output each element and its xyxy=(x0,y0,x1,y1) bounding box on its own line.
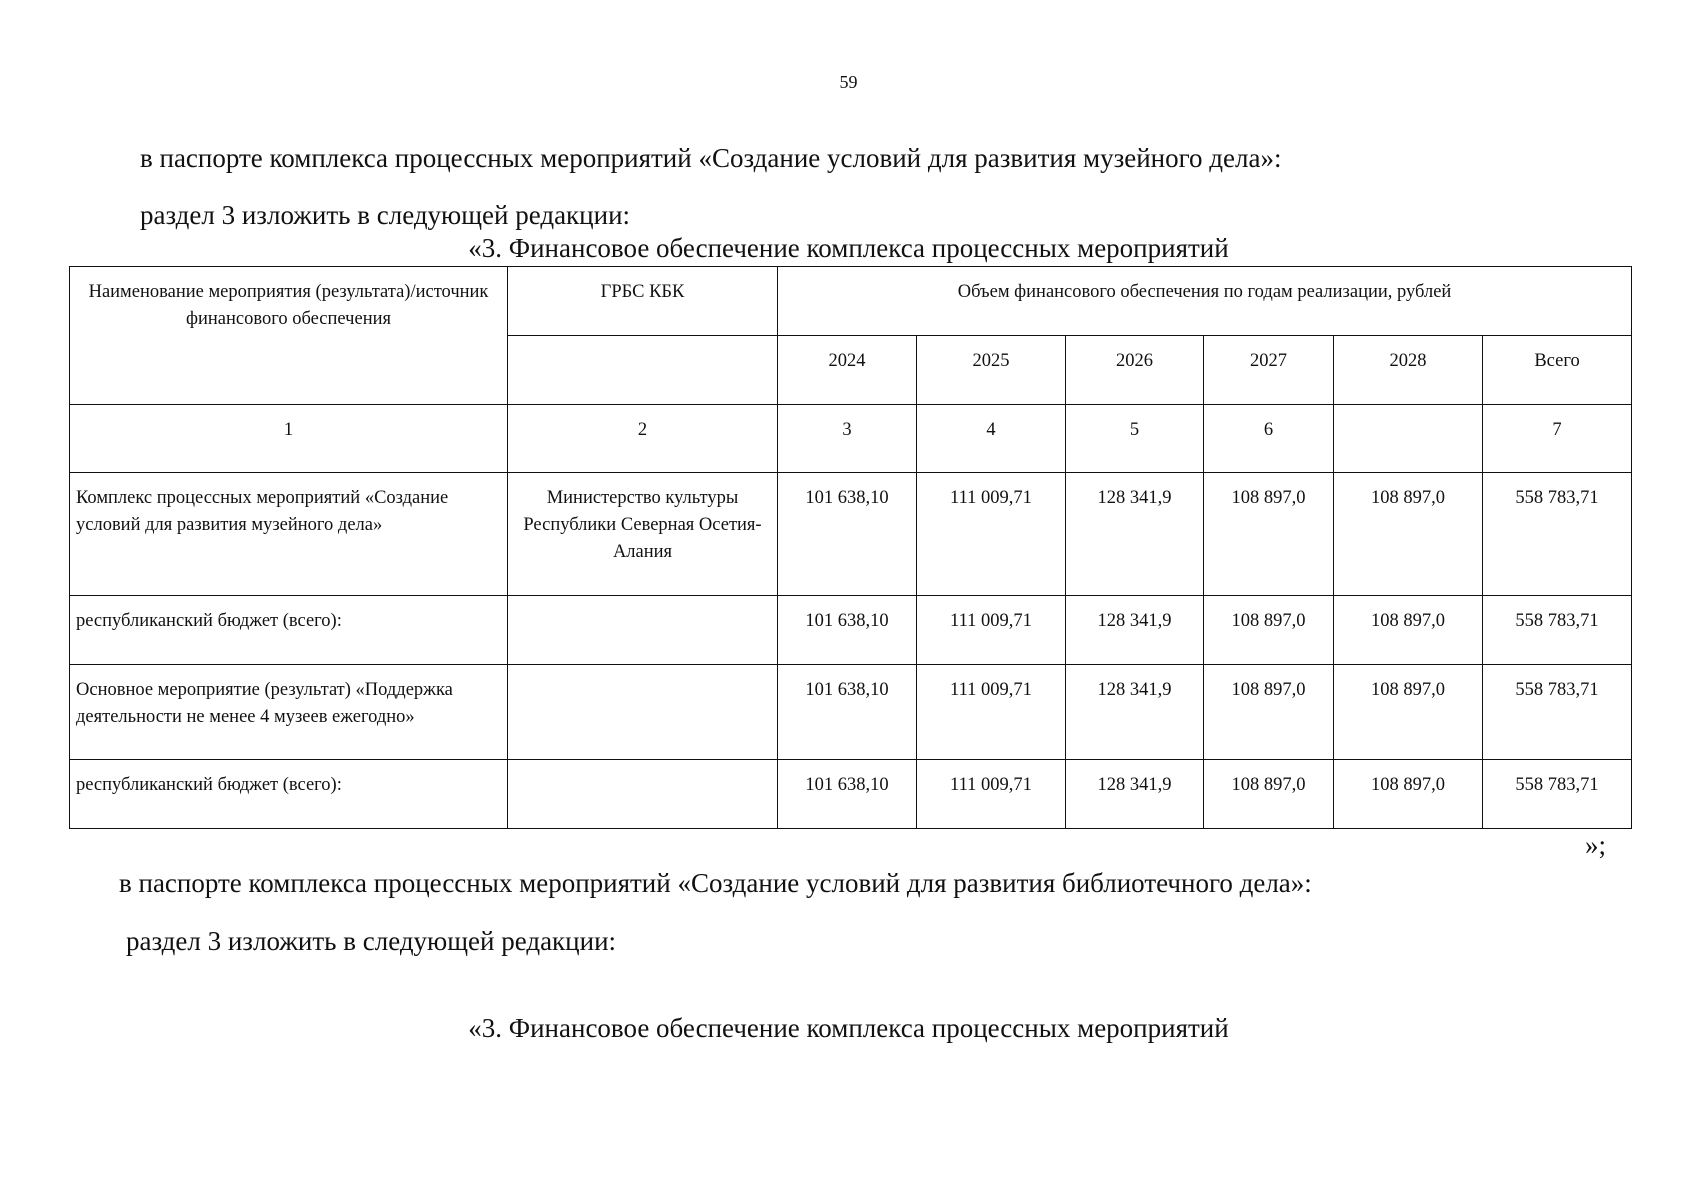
value-cell: 108 897,0 xyxy=(1334,596,1483,665)
value-cell: 111 009,71 xyxy=(917,596,1066,665)
year-cell: 2027 xyxy=(1204,336,1334,405)
value-cell: 108 897,0 xyxy=(1204,473,1334,596)
year-cell: 2028 xyxy=(1334,336,1483,405)
column-number-cell: 1 xyxy=(70,405,508,473)
column-number-cell: 2 xyxy=(508,405,778,473)
row-name-cell: Основное мероприятие (результат) «Поддержка деятельности не менее 4 музеев ежегодно» xyxy=(70,665,508,760)
year-cell: 2026 xyxy=(1066,336,1204,405)
value-cell: 128 341,9 xyxy=(1066,473,1204,596)
value-cell: 108 897,0 xyxy=(1334,473,1483,596)
header-volume-cell: Объем финансового обеспечения по годам реализации, рублей xyxy=(778,267,1632,336)
column-number-cell: 5 xyxy=(1066,405,1204,473)
value-cell: 558 783,71 xyxy=(1483,596,1632,665)
value-cell: 128 341,9 xyxy=(1066,665,1204,760)
value-cell: 558 783,71 xyxy=(1483,760,1632,829)
value-cell: 111 009,71 xyxy=(917,473,1066,596)
section-instruction-2: раздел 3 изложить в следующей редакции: xyxy=(126,926,617,956)
financial-table xyxy=(69,266,1632,829)
value-cell: 101 638,10 xyxy=(778,473,917,596)
value-cell: 108 897,0 xyxy=(1204,665,1334,760)
header-grbs-cell: ГРБС КБК xyxy=(508,267,778,336)
row-grbs-cell xyxy=(508,665,778,760)
row-name-cell: республиканский бюджет (всего): xyxy=(70,760,508,829)
row-name-cell: Комплекс процессных мероприятий «Создание условий для развития музейного дела» xyxy=(70,473,508,596)
value-cell: 108 897,0 xyxy=(1334,665,1483,760)
column-number-cell: 4 xyxy=(917,405,1066,473)
value-cell: 101 638,10 xyxy=(778,596,917,665)
year-cell: 2024 xyxy=(778,336,917,405)
value-cell: 128 341,9 xyxy=(1066,760,1204,829)
value-cell: 111 009,71 xyxy=(917,665,1066,760)
page-number: 59 xyxy=(839,72,858,92)
value-cell: 108 897,0 xyxy=(1204,596,1334,665)
row-grbs-cell xyxy=(508,760,778,829)
value-cell: 101 638,10 xyxy=(778,760,917,829)
table-row xyxy=(70,760,1632,829)
section-title-2: «3. Финансовое обеспечение комплекса процессных мероприятий xyxy=(468,1013,1229,1043)
header-name-cell: Наименование мероприятия (результата)/источник финансового обеспечения xyxy=(70,267,508,405)
row-grbs-cell: Министерство культуры Республики Северная Осетия-Алания xyxy=(508,473,778,596)
intro-paragraph-library: в паспорте комплекса процессных мероприятий «Создание условий для развития библиотечного дела»: xyxy=(119,868,1312,898)
table-column-numbers-row xyxy=(70,405,1632,473)
value-cell: 101 638,10 xyxy=(778,665,917,760)
total-header-cell: Всего xyxy=(1483,336,1632,405)
table-row xyxy=(70,473,1632,596)
closing-quote: »; xyxy=(1585,830,1607,860)
column-number-cell: 7 xyxy=(1483,405,1632,473)
section-instruction-1: раздел 3 изложить в следующей редакции: xyxy=(140,200,631,230)
intro-paragraph-museum: в паспорте комплекса процессных мероприятий «Создание условий для развития музейного дела»: xyxy=(140,143,1282,173)
value-cell: 558 783,71 xyxy=(1483,473,1632,596)
value-cell: 111 009,71 xyxy=(917,760,1066,829)
column-number-cell: 6 xyxy=(1204,405,1334,473)
table-header-row xyxy=(70,267,1632,336)
table-row xyxy=(70,665,1632,760)
value-cell: 108 897,0 xyxy=(1334,760,1483,829)
row-grbs-cell xyxy=(508,596,778,665)
table-row xyxy=(70,596,1632,665)
value-cell: 128 341,9 xyxy=(1066,596,1204,665)
value-cell: 558 783,71 xyxy=(1483,665,1632,760)
section-title-1: «3. Финансовое обеспечение комплекса процессных мероприятий xyxy=(468,233,1229,263)
header-grbs-empty-cell xyxy=(508,336,778,405)
value-cell: 108 897,0 xyxy=(1204,760,1334,829)
year-cell: 2025 xyxy=(917,336,1066,405)
row-name-cell: республиканский бюджет (всего): xyxy=(70,596,508,665)
column-number-cell: 3 xyxy=(778,405,917,473)
column-number-cell xyxy=(1334,405,1483,473)
